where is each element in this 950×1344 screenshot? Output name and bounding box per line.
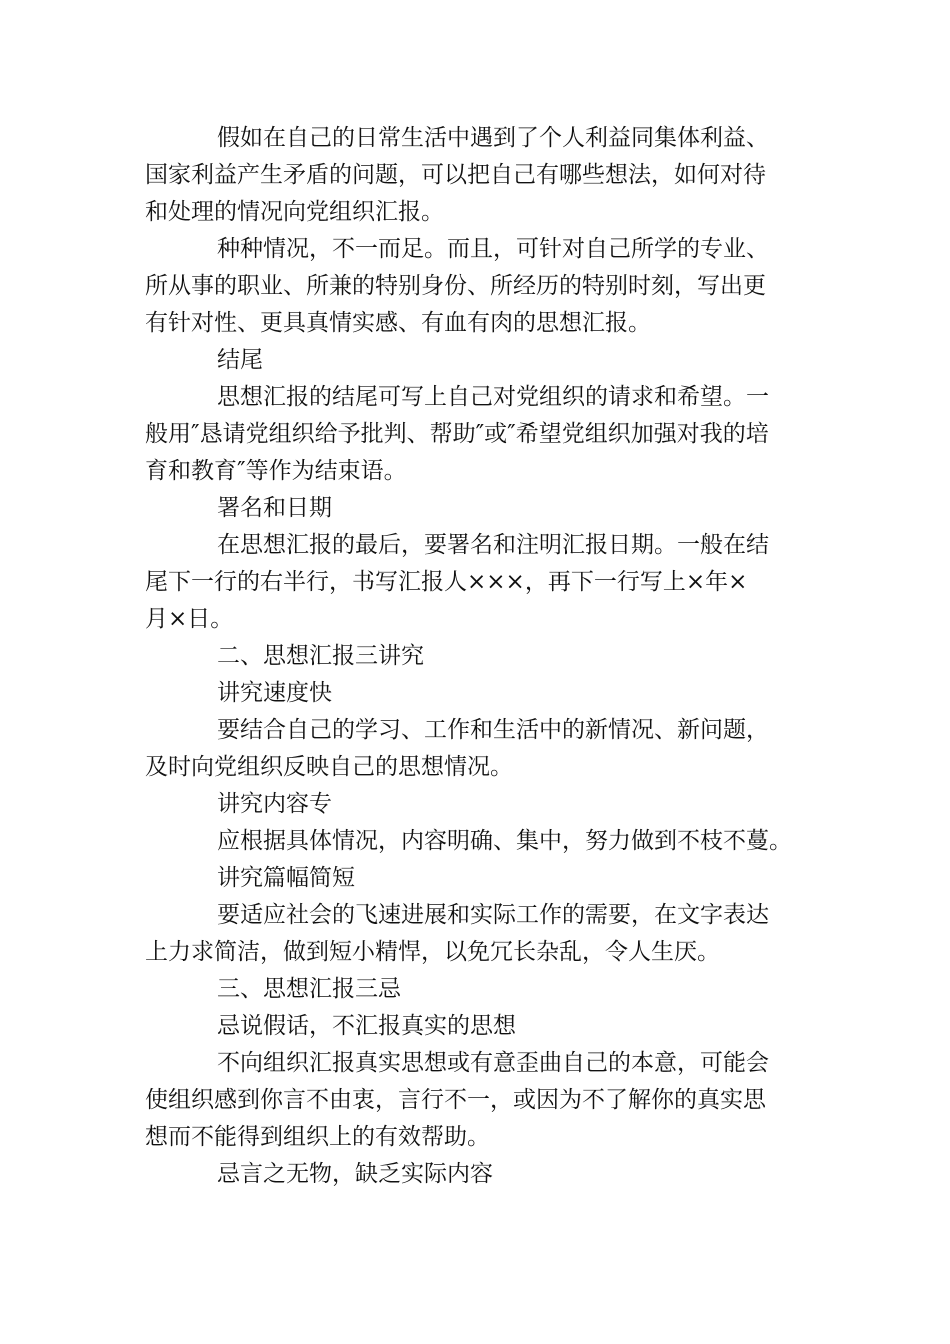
paragraph-first-line: 假如在自己的日常生活中遇到了个人利益同集体利益、 [217,125,769,151]
paragraph-line: 育和教育″等作为结束语。 [145,458,407,484]
paragraph [145,231,805,342]
paragraph-line: 和处理的情况向党组织汇报。 [145,199,444,225]
paragraph [145,860,805,897]
paragraph [145,712,805,786]
paragraph [145,1156,805,1193]
paragraph-first-line: 讲究速度快 [217,680,332,706]
document-body [145,120,805,1193]
paragraph-first-line: 思想汇报的结尾可写上自己对党组织的请求和希望。一 [217,384,769,410]
paragraph-line: 及时向党组织反映自己的思想情况。 [145,754,513,780]
paragraph-first-line: 二、思想汇报三讲究 [217,643,424,669]
paragraph-first-line: 在思想汇报的最后，要署名和注明汇报日期。一般在结 [217,532,769,558]
paragraph-line: 尾下一行的右半行，书写汇报人×××，再下一行写上×年× [145,569,748,595]
paragraph [145,490,805,527]
paragraph-first-line: 忌说假话，不汇报真实的思想 [217,1013,516,1039]
paragraph [145,379,805,490]
paragraph-line: 般用″恳请党组织给予批判、帮助″或″希望党组织加强对我的培 [145,421,769,447]
paragraph [145,897,805,971]
paragraph-first-line: 不向组织汇报真实思想或有意歪曲自己的本意，可能会 [217,1050,769,1076]
paragraph-first-line: 要适应社会的飞速进展和实际工作的需要，在文字表达 [217,902,769,928]
paragraph [145,786,805,823]
paragraph [145,527,805,638]
paragraph-first-line: 忌言之无物，缺乏实际内容 [217,1161,493,1187]
paragraph-line: 有针对性、更具真情实感、有血有肉的思想汇报。 [145,310,651,336]
paragraph-first-line: 讲究篇幅简短 [217,865,355,891]
paragraph [145,675,805,712]
paragraph [145,638,805,675]
paragraph-first-line: 种种情况，不一而足。而且，可针对自己所学的专业、 [217,236,769,262]
paragraph [145,342,805,379]
paragraph [145,823,805,860]
paragraph-first-line: 结尾 [217,347,263,373]
paragraph [145,1008,805,1045]
paragraph-first-line: 讲究内容专 [217,791,332,817]
paragraph-line: 使组织感到你言不由衷，言行不一，或因为不了解你的真实思 [145,1087,766,1113]
paragraph-first-line: 署名和日期 [217,495,332,521]
paragraph-line: 所从事的职业、所兼的特别身份、所经历的特别时刻，写出更 [145,273,766,299]
paragraph-first-line: 要结合自己的学习、工作和生活中的新情况、新问题， [217,717,769,743]
paragraph [145,1045,805,1156]
paragraph [145,971,805,1008]
paragraph-line: 月×日。 [145,606,234,632]
paragraph-first-line: 三、思想汇报三忌 [217,976,401,1002]
paragraph-first-line: 应根据具体情况，内容明确、集中，努力做到不枝不蔓。 [217,828,792,854]
paragraph-line: 国家利益产生矛盾的问题，可以把自己有哪些想法，如何对待 [145,162,766,188]
paragraph-line: 想而不能得到组织上的有效帮助。 [145,1124,490,1150]
paragraph-line: 上力求简洁，做到短小精悍，以免冗长杂乱，令人生厌。 [145,939,720,965]
paragraph [145,120,805,231]
